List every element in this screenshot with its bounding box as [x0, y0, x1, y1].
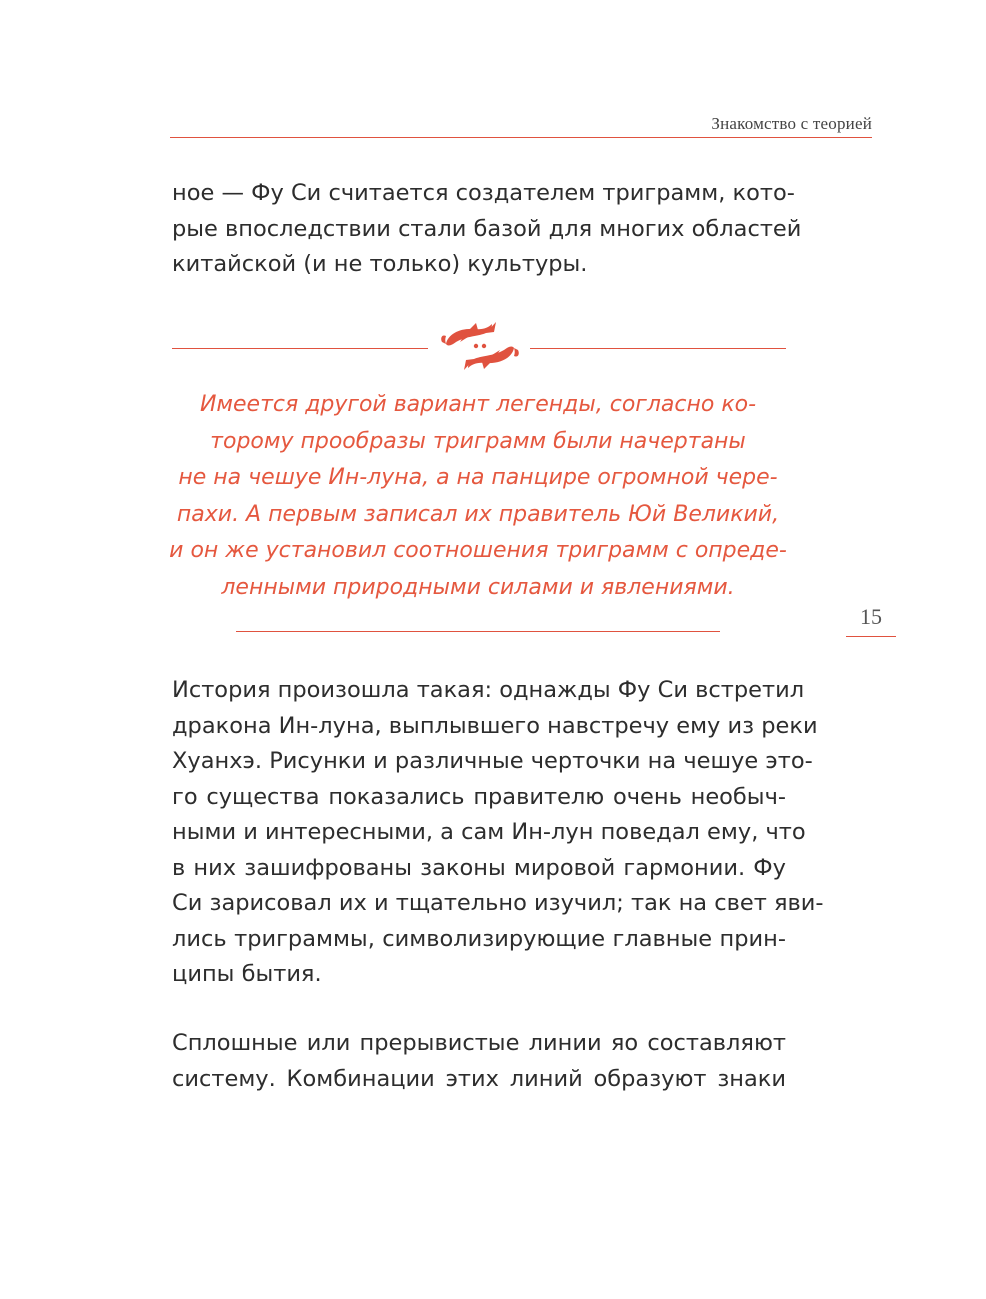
text-line: ное — Фу Си считается создателем триграмм, кото- — [172, 180, 795, 206]
text-line: дракона Ин-луна, выплывшего навстречу ему из реки — [172, 712, 818, 739]
text-line: рые впоследствии стали базой для многих областей — [172, 215, 802, 242]
quote-line: ленными природными силами и явлениями. — [221, 574, 735, 600]
intro-paragraph — [172, 176, 802, 283]
text-line: Си зарисовал их и тщательно изучил; так на свет яви- — [172, 890, 824, 916]
quote-line: Имеется другой вариант легенды, согласно ко- — [199, 392, 757, 417]
running-title: Знакомство с теорией — [711, 114, 872, 133]
text-line: го существа показались правителю очень необыч- — [172, 783, 786, 810]
page-number: 15 — [860, 604, 882, 629]
page-number-rule — [846, 636, 896, 637]
quote-line: пахи. А первым записал их правитель Юй Великий, — [176, 501, 780, 527]
header-rule — [170, 137, 872, 138]
text-line: систему. Комбинации этих линий образуют знаки — [172, 1065, 786, 1092]
text-line: лись триграммы, символизирующие главные прин- — [172, 925, 786, 952]
quote-line: и он же установил соотношения триграмм с опреде- — [169, 538, 787, 563]
text-line: ными и интересными, а сам Ин-лун поведал ему, что — [172, 819, 806, 845]
quote-line: торому прообразы триграмм были начертаны — [210, 428, 746, 454]
text-line: Хуанхэ. Рисунки и различные черточки на чешуе это- — [172, 748, 813, 774]
text-line: в них зашифрованы законы мировой гармонии. Фу — [172, 854, 786, 881]
callout-quote — [160, 387, 796, 606]
callout-rule-left — [172, 348, 428, 349]
text-line: Сплошные или прерывистые линии яо составляют — [172, 1030, 786, 1056]
text-line: китайской (и не только) культуры. — [172, 251, 588, 277]
fish-ornament-icon — [436, 320, 524, 372]
text-line: ципы бытия. — [172, 961, 322, 987]
quote-line: не на чешуе Ин-луна, а на панцире огромной чере- — [178, 465, 778, 490]
text-line: История произошла такая: однажды Фу Си встретил — [172, 677, 805, 703]
callout-rule-bottom — [236, 631, 720, 632]
system-paragraph — [172, 1026, 786, 1097]
callout-rule-right — [530, 348, 786, 349]
story-paragraph — [172, 673, 824, 993]
